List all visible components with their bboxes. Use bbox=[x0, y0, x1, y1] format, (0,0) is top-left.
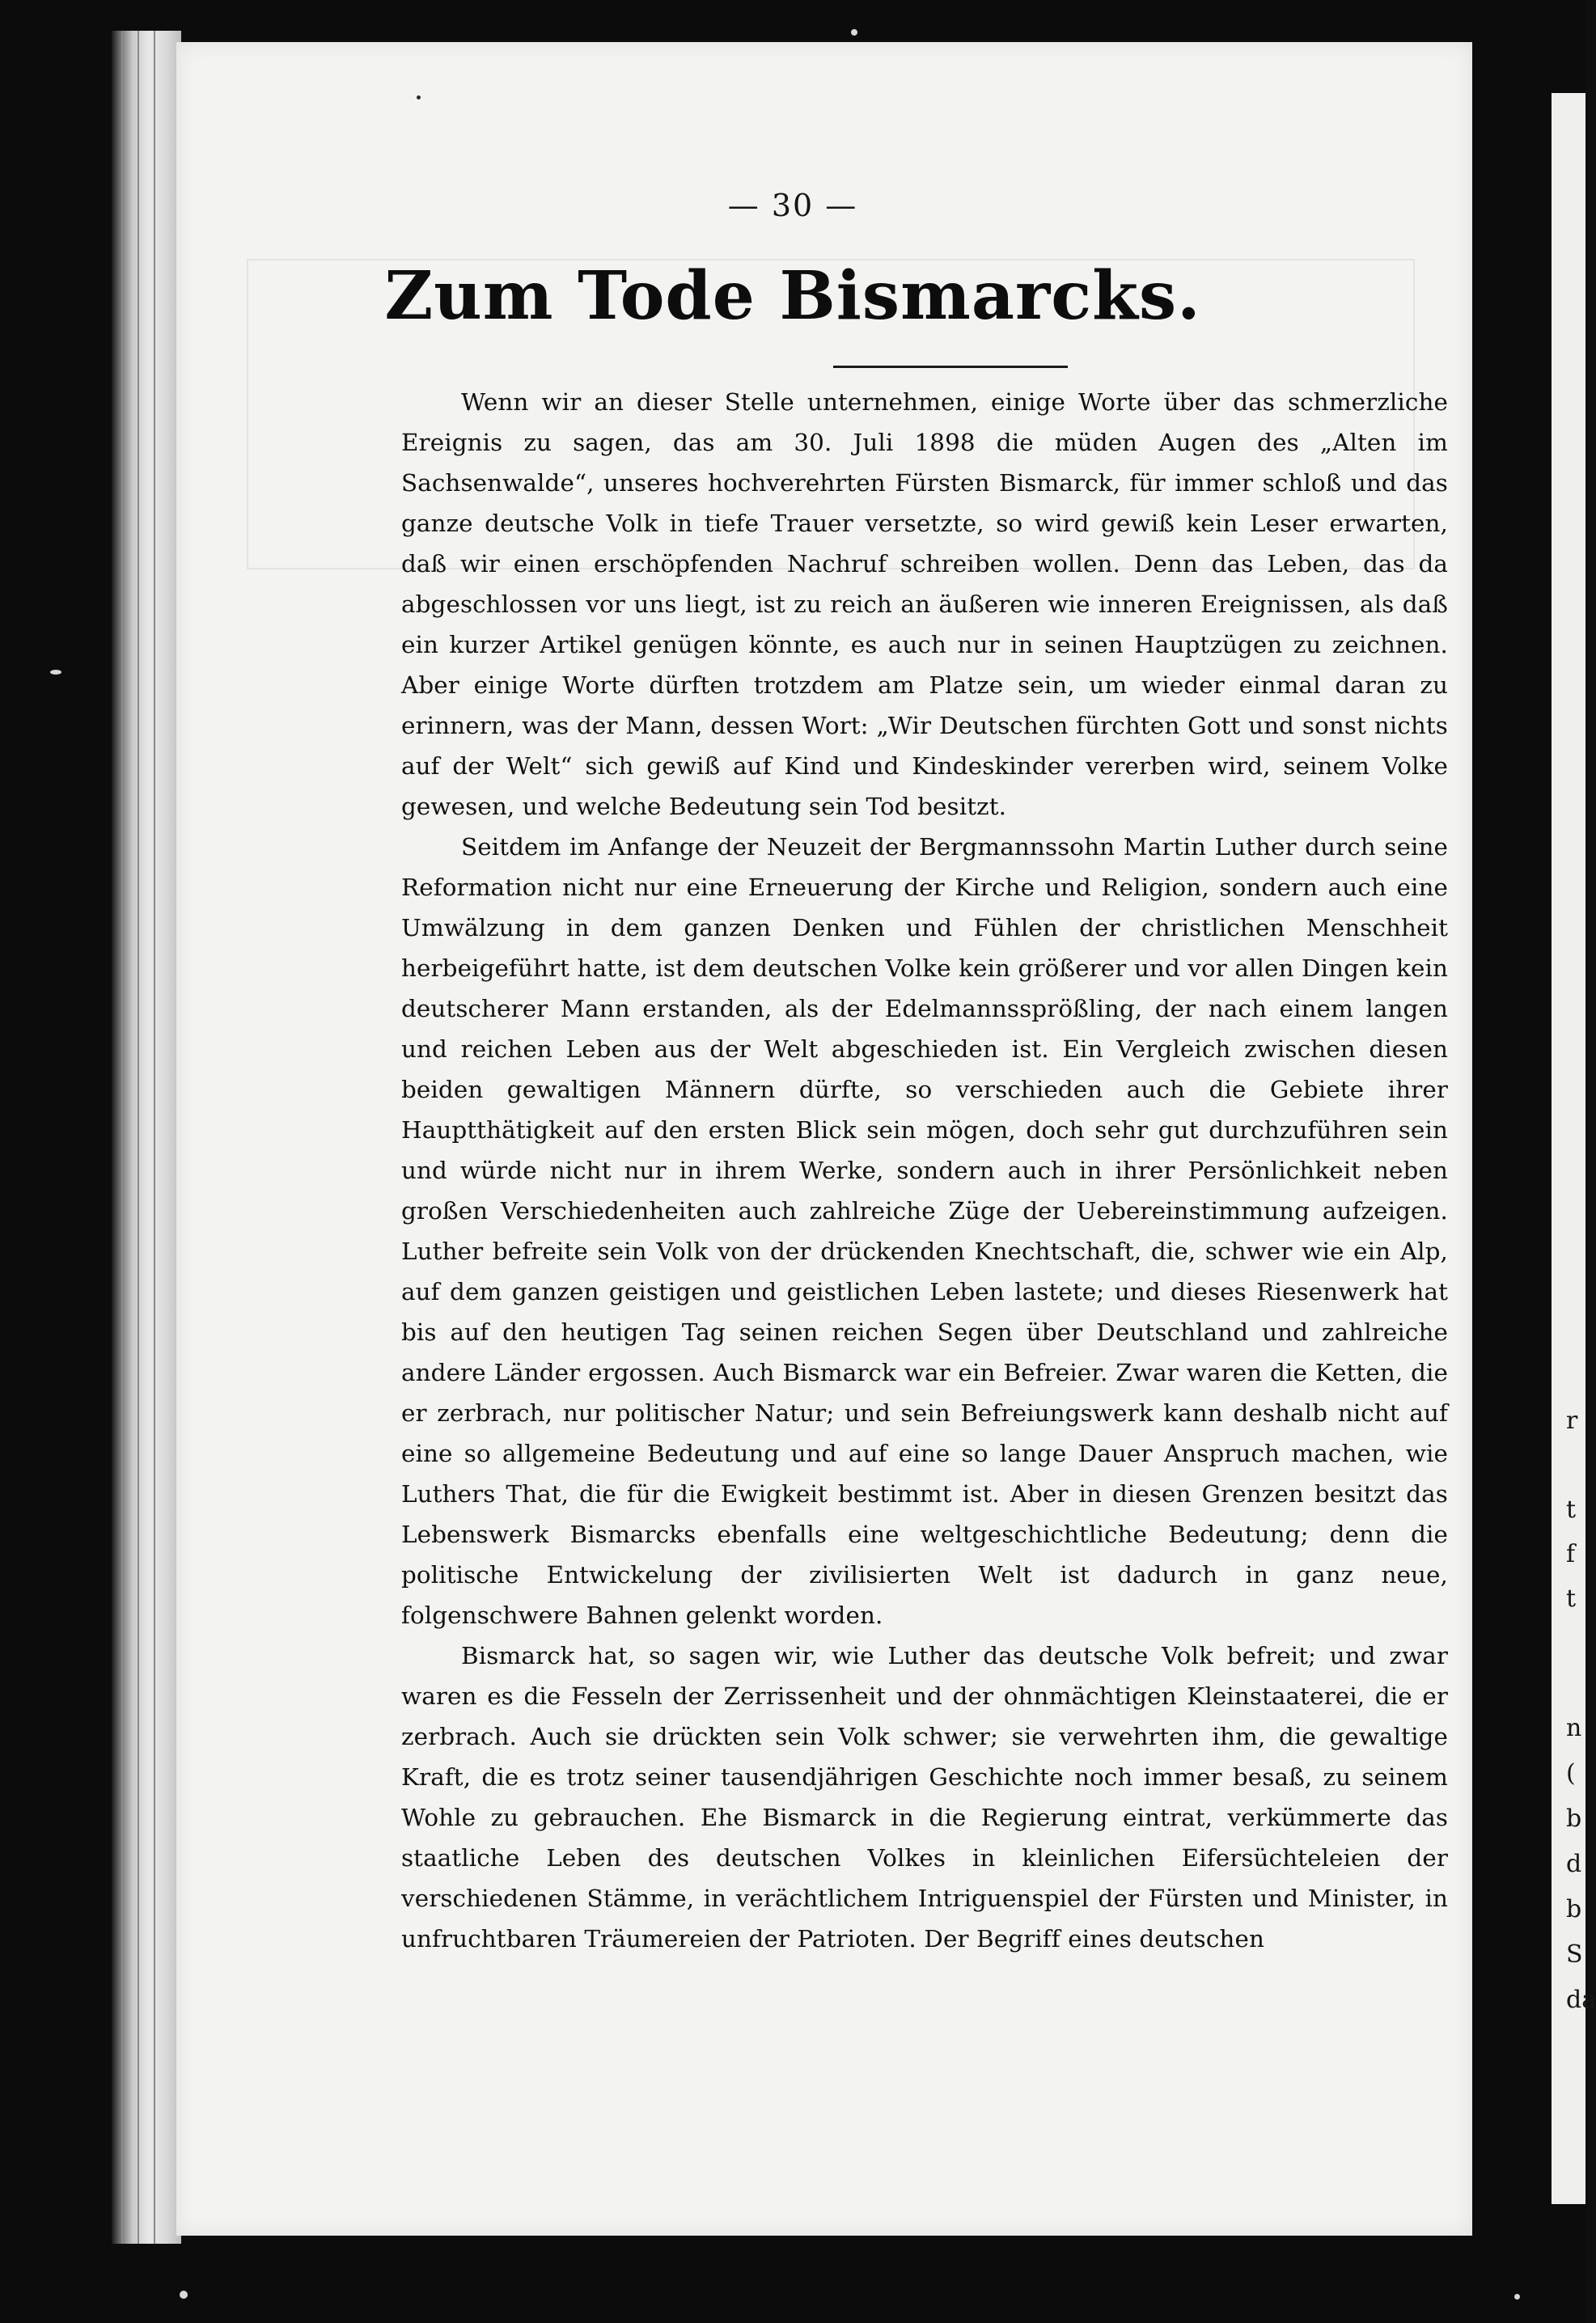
scan-speck bbox=[851, 29, 857, 36]
page-number: — 30 — bbox=[727, 188, 858, 223]
page-edge-line bbox=[154, 31, 155, 2244]
adjacent-page-fragment: b bbox=[1566, 1895, 1582, 1923]
paragraph: Wenn wir an dieser Stelle unternehmen, einige Worte über das schmerzliche Ereignis zu sagen, das am 30. Juli 1898 die müden Augen des „Alten im Sachsenwalde“, unseres hochverehrten Fürsten Bismarck, für immer schloß und das ganze deutsche Volk in tiefe Trauer versetzte, so wird gewiß kein Leser erwarten, daß wir einen erschöpfenden Nachruf schreiben wollen. Denn das Leben, das da abgeschlossen vor uns liegt, ist zu reich an äußeren wie inneren Ereignissen, als daß ein kurzer Artikel genügen könnte, es auch nur in seinen Hauptzügen zu zeichnen. Aber einige Worte dürften trotzdem am Platze sein, um wieder einmal daran zu erinnern, was der Mann, dessen Wort: „Wir Deutschen fürchten Gott und sonst nichts auf der Welt“ sich gewiß auf Kind und Kindeskinder vererben wird, seinem Volke gewesen, und welche Bedeutung sein Tod besitzt. bbox=[401, 388, 1448, 820]
scan-speck bbox=[1514, 2294, 1520, 2300]
scan-speck bbox=[50, 670, 61, 675]
article-body bbox=[401, 382, 1448, 1959]
adjacent-page-fragment: f bbox=[1566, 1540, 1576, 1568]
page-edge-line bbox=[138, 31, 139, 2244]
adjacent-page-fragment: t bbox=[1566, 1585, 1577, 1613]
paragraph: Bismarck hat, so sagen wir, wie Luther das deutsche Volk befreit; und zwar waren es die Fesseln der Zerrissenheit und der ohnmächtigen Kleinstaaterei, die er zerbrach. Auch sie drückten sein Volk schwer; sie verwehrten ihm, die gewaltige Kraft, die es trotz seiner tausendjährigen Geschichte noch immer besaß, zu seinem Wohle zu gebrauchen. Ehe Bismarck in die Regierung eintrat, verkümmerte das staatliche Leben des deutschen Volkes in kleinlichen Eifersüchteleien der verschiedenen Stämme, in verächtlichem Intriguenspiel der Fürsten und Minister, in unfruchtbaren Träumereien der Patrioten. Der Begriff eines deutschen bbox=[401, 1642, 1448, 1953]
adjacent-page-fragment: b bbox=[1566, 1805, 1582, 1833]
adjacent-page bbox=[1552, 93, 1596, 2204]
scan-speck bbox=[180, 2291, 188, 2299]
adjacent-page-fragment: da bbox=[1566, 1986, 1596, 2014]
adjacent-page-fragment: ( bbox=[1566, 1759, 1576, 1788]
adjacent-page-fragment: t bbox=[1566, 1496, 1577, 1524]
title-rule bbox=[833, 366, 1068, 368]
adjacent-page-fragment: n bbox=[1566, 1714, 1582, 1742]
scan-speck bbox=[417, 95, 421, 99]
page-title: Zum Tode Bismarcks. bbox=[384, 257, 1201, 335]
adjacent-page-fragment: r bbox=[1566, 1407, 1578, 1435]
paragraph: Seitdem im Anfange der Neuzeit der Bergmannssohn Martin Luther durch seine Reformation nicht nur eine Erneuerung der Kirche und Religion, sondern auch eine Umwälzung in dem ganzen Denken und Fühlen der christlichen Menschheit herbeigeführt hatte, ist dem deutschen Volke kein größerer und vor allen Dingen kein deutscherer Mann erstanden, als der Edelmannssprößling, der nach einem langen und reichen Leben aus der Welt abgeschieden ist. Ein Vergleich zwischen diesen beiden gewaltigen Männern dürfte, so verschieden auch die Gebiete ihrer Hauptthätigkeit auf den ersten Blick sein mögen, doch sehr gut durchzuführen sein und würde nicht nur in ihrem Werke, sondern auch in ihrer Persönlichkeit neben großen Verschiedenheiten auch zahlreiche Züge der Uebereinstimmung aufzeigen. Luther befreite sein Volk von der drückenden Knechtschaft, die, schwer wie ein Alp, auf dem ganzen geistigen und geistlichen Leben lastete; und dieses Riesenwerk hat bis auf den heutigen Tag seinen reichen Segen über Deutschland und zahlreiche andere Länder ergossen. Auch Bismarck war ein Befreier. Zwar waren die Ketten, die er zerbrach, nur politischer Natur; und sein Befreiungswerk kann deshalb nicht auf eine so allgemeine Bedeutung und auf eine so lange Dauer Anspruch machen, wie Luthers That, die für die Ewigkeit bestimmt ist. Aber in diesen Grenzen besitzt das Lebenswerk Bismarcks ebenfalls eine weltgeschichtliche Bedeutung; denn die politische Entwickelung der zivilisierten Welt ist dadurch in ganz neue, folgenschwere Bahnen gelenkt worden. bbox=[401, 833, 1448, 1629]
adjacent-page-fragment: S bbox=[1566, 1940, 1583, 1969]
adjacent-page-fragment: d bbox=[1566, 1850, 1582, 1878]
page-edge-line bbox=[121, 31, 123, 2244]
